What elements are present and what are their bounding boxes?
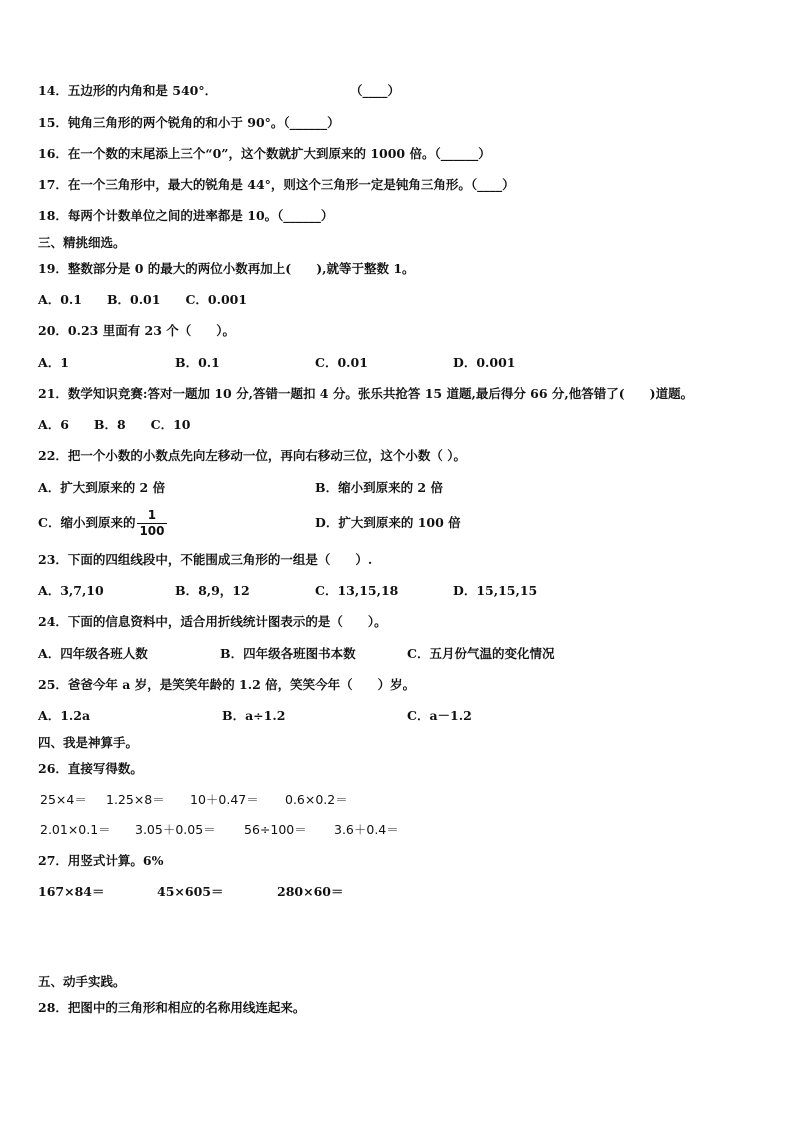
question-19: 19．整数部分是 0 的最大的两位小数再加上( ),就等于整数 1。	[38, 261, 415, 276]
question-20-option-a: A．1	[38, 355, 69, 370]
question-22-option-b: B．缩小到原来的 2 倍	[315, 480, 443, 495]
question-24-option-c: C．五月份气温的变化情况	[407, 646, 555, 661]
question-28: 28．把图中的三角形和相应的名称用线连起来。	[38, 1000, 306, 1015]
question-27: 27．用竖式计算。6%	[38, 853, 164, 868]
question-24-option-a: A．四年级各班人数	[38, 646, 148, 661]
calc-item: 25×4＝	[40, 792, 87, 807]
question-22-option-a: A．扩大到原来的 2 倍	[38, 480, 166, 495]
question-24-option-b: B．四年级各班图书本数	[220, 646, 356, 661]
question-22: 22．把一个小数的小数点先向左移动一位，再向右移动三位，这个小数（ ）。	[38, 448, 466, 463]
calc-item: 10＋0.47＝	[190, 792, 259, 807]
vertical-calc-item: 45×605＝	[157, 884, 224, 899]
question-18: 18．每两个计数单位之间的进率都是 10。（______）	[38, 208, 334, 223]
question-20: 20．0.23 里面有 23 个（ ）。	[38, 323, 236, 338]
section-5-heading: 五、动手实践。	[38, 974, 126, 989]
question-17: 17．在一个三角形中，最大的锐角是 44°，则这个三角形一定是钝角三角形。（____）	[38, 177, 515, 192]
section-4-heading: 四、我是神算手。	[38, 735, 139, 750]
question-23-option-a: A．3,7,10	[38, 583, 104, 598]
question-20-option-c: C．0.01	[315, 355, 368, 370]
question-25-option-a: A．1.2a	[38, 708, 91, 723]
question-25-option-c: C．a－1.2	[407, 708, 472, 723]
question-24: 24．下面的信息资料中，适合用折线统计图表示的是（ ）。	[38, 614, 387, 629]
calc-item: 3.05＋0.05＝	[135, 822, 216, 837]
section-3-heading: 三、精挑细选。	[38, 235, 126, 250]
question-25: 25．爸爸今年 a 岁，是笑笑年龄的 1.2 倍，笑笑今年（ ）岁。	[38, 677, 416, 692]
question-19-options: A．0.1 B．0.01 C．0.001	[38, 292, 248, 307]
question-21-options: A．6 B．8 C．10	[38, 417, 191, 432]
question-21: 21．数学知识竞赛:答对一题加 10 分,答错一题扣 4 分。张乐共抢答 15 道题,最后得分 66 分,他答错了( )道题。	[38, 386, 694, 401]
question-14: 14．五边形的内角和是 540°．	[38, 83, 218, 98]
calc-item: 3.6＋0.4＝	[334, 822, 399, 837]
question-25-option-b: B．a÷1.2	[222, 708, 286, 723]
calc-item: 1.25×8＝	[106, 792, 165, 807]
calc-item: 56÷100＝	[244, 822, 307, 837]
vertical-calc-item: 167×84＝	[38, 884, 105, 899]
vertical-calc-item: 280×60＝	[277, 884, 344, 899]
question-23-option-c: C．13,15,18	[315, 583, 399, 598]
question-23: 23．下面的四组线段中，不能围成三角形的一组是（ ）.	[38, 552, 373, 567]
calc-item: 2.01×0.1＝	[40, 822, 111, 837]
question-23-option-d: D．15,15,15	[453, 583, 538, 598]
question-20-option-d: D．0.001	[453, 355, 516, 370]
question-16: 16．在一个数的末尾添上三个“0”，这个数就扩大到原来的 1000 倍。（______）	[38, 146, 491, 161]
question-22-option-c	[38, 505, 167, 541]
calc-item: 0.6×0.2＝	[285, 792, 348, 807]
question-23-option-b: B．8,9，12	[175, 583, 250, 598]
question-15: 15．钝角三角形的两个锐角的和小于 90°。（______）	[38, 115, 340, 130]
question-22-option-c-label: C．缩小到原来的	[38, 515, 136, 530]
question-20-option-b: B．0.1	[175, 355, 220, 370]
fraction-denominator: 100	[139, 524, 165, 538]
question-22-option-d: D．扩大到原来的 100 倍	[315, 515, 461, 530]
fraction-numerator: 1	[137, 508, 166, 524]
fraction-one-hundredth	[137, 508, 166, 539]
question-14-blank: （____）	[350, 83, 401, 98]
question-26: 26．直接写得数。	[38, 761, 143, 776]
